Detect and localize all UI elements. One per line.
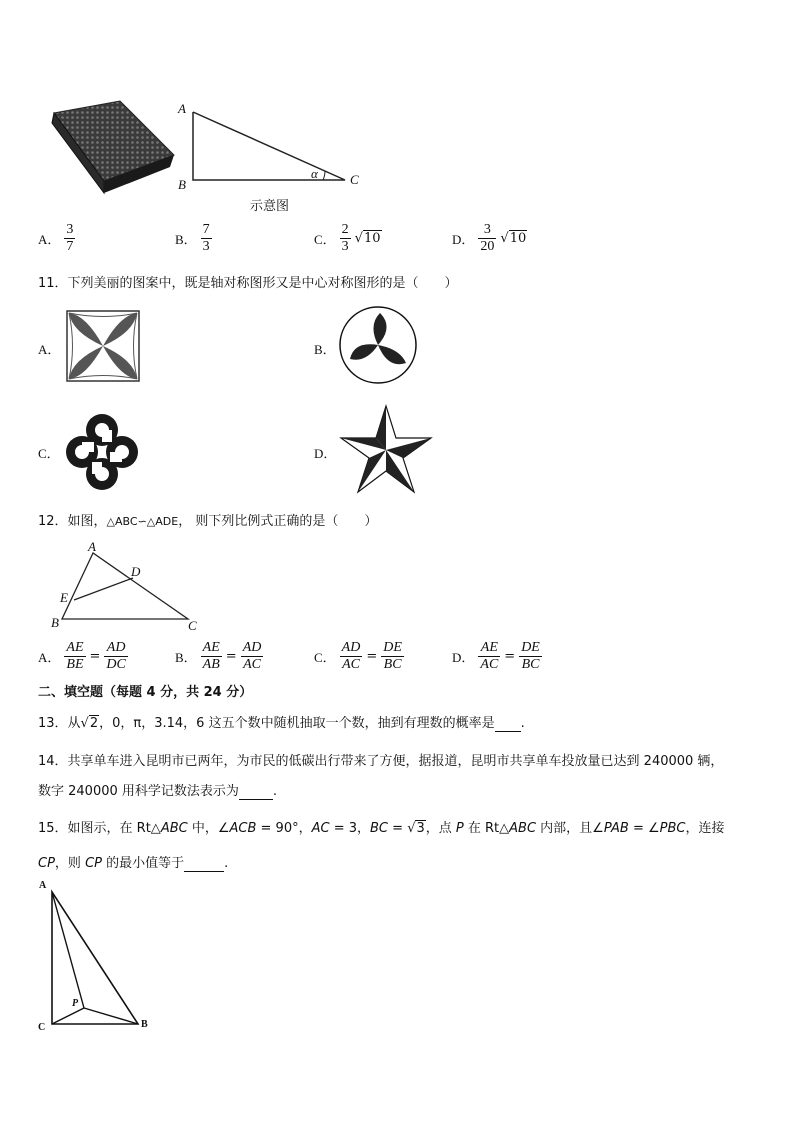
q12-label-b: B	[51, 615, 59, 630]
q11-option-d-letter: D．	[314, 446, 337, 461]
q11-stem: 11．下列美丽的图案中，既是轴对称图形又是中心对称图形的是（ ）	[38, 276, 458, 291]
right-triangle-p-diagram	[40, 880, 160, 1035]
equals-sign: =	[366, 649, 378, 664]
q10-label-a: A	[178, 101, 186, 116]
fraction: $\frac{AD}{AC}$	[341, 640, 361, 672]
q15-line2: CP，则 CP 的最小值等于 .	[38, 856, 229, 871]
q15-label-b: B	[141, 1019, 148, 1030]
option-letter: D．	[452, 232, 475, 247]
q11-option-c-letter: C．	[38, 446, 60, 461]
q12-option-a[interactable]	[38, 640, 128, 673]
fraction: $\frac{7}{3}$	[202, 222, 210, 254]
three-blade-circle-pattern[interactable]	[338, 305, 418, 385]
fraction: $\frac{AE}{AC}$	[480, 640, 499, 672]
answer-blank[interactable]	[184, 856, 224, 872]
q13-stem: 13．从√2，0，π，3.14，6 这五个数中随机抽取一个数，抽到有理数的概率是 .	[38, 716, 525, 731]
q15-label-c: C	[38, 1022, 46, 1033]
q14-line1: 14．共享单车进入昆明市已两年，为市民的低碳出行带来了方便，据报道，昆明市共享单车投放量已达到 240000 辆，	[38, 754, 724, 769]
option-letter: A．	[38, 232, 61, 247]
q12-option-c[interactable]	[314, 640, 404, 673]
five-point-star-pattern[interactable]	[338, 404, 434, 496]
q12-option-b[interactable]	[175, 640, 263, 673]
section-title: 二、填空题（每题 4 分，共 24 分）	[38, 685, 253, 700]
fraction: $\frac{3}{7}$	[66, 222, 74, 254]
q10-option-a[interactable]	[38, 222, 75, 255]
fraction: $\frac{3}{20}$	[480, 222, 495, 254]
q10-option-b[interactable]	[175, 222, 212, 255]
four-ring-knot-pattern[interactable]	[60, 412, 144, 492]
q12-option-d[interactable]	[452, 640, 542, 673]
option-letter: A．	[38, 650, 61, 665]
answer-blank[interactable]	[495, 716, 521, 732]
answer-blank[interactable]	[239, 784, 273, 800]
q10-label-alpha: α	[311, 166, 318, 181]
fraction: $\frac{DE}{BC}$	[521, 640, 540, 672]
equals-sign: =	[225, 649, 237, 664]
q11-option-b-letter: B．	[314, 342, 336, 357]
q15-label-p: P	[72, 998, 79, 1009]
sqrt-expression: √2	[80, 716, 99, 731]
q10-label-b: B	[178, 177, 186, 192]
q12-label-d: D	[131, 564, 141, 579]
q12-label-a: A	[88, 539, 96, 554]
fraction: $\frac{DE}{BC}$	[383, 640, 402, 672]
q15-line1: 15．如图示，在 Rt△ABC 中，∠ACB = 90°，AC = 3，BC = √3，点 P 在 Rt△ABC 内部，且∠PAB = ∠PBC，连接	[38, 821, 725, 836]
q10-option-c[interactable]	[314, 222, 382, 255]
fraction: $\frac{AD}{DC}$	[106, 640, 126, 672]
q10-option-d[interactable]	[452, 222, 527, 255]
sqrt-expression: √10	[354, 231, 381, 246]
four-petal-square-pattern[interactable]	[66, 310, 140, 382]
fraction: $\frac{AE}{BE}$	[66, 640, 84, 672]
option-letter: B．	[175, 232, 197, 247]
q12-label-e: E	[60, 590, 68, 605]
fraction: $\frac{AE}{AB}$	[202, 640, 220, 672]
q10-caption: 示意图	[250, 199, 290, 214]
q10-label-c: C	[350, 172, 359, 187]
option-letter: B．	[175, 650, 197, 665]
sqrt-expression: √3	[407, 821, 425, 836]
fraction: $\frac{AD}{AC}$	[242, 640, 262, 672]
option-letter: C．	[314, 650, 336, 665]
q11-option-a-letter: A．	[38, 342, 61, 357]
similar-triangles-diagram	[50, 545, 200, 630]
ramp-photo	[50, 95, 180, 205]
q12-label-c: C	[188, 618, 197, 633]
option-letter: C．	[314, 232, 336, 247]
sqrt-expression: √10	[500, 231, 527, 246]
q12-stem: 12．如图，△ABC∽△ADE， 则下列比例式正确的是（ ）	[38, 514, 378, 529]
equals-sign: =	[504, 649, 516, 664]
equals-sign: =	[89, 649, 101, 664]
q14-line2: 数字 240000 用科学记数法表示为 .	[38, 784, 278, 799]
q15-label-a: A	[39, 880, 47, 891]
option-letter: D．	[452, 650, 475, 665]
fraction: $\frac{2}{3}$	[341, 222, 349, 254]
